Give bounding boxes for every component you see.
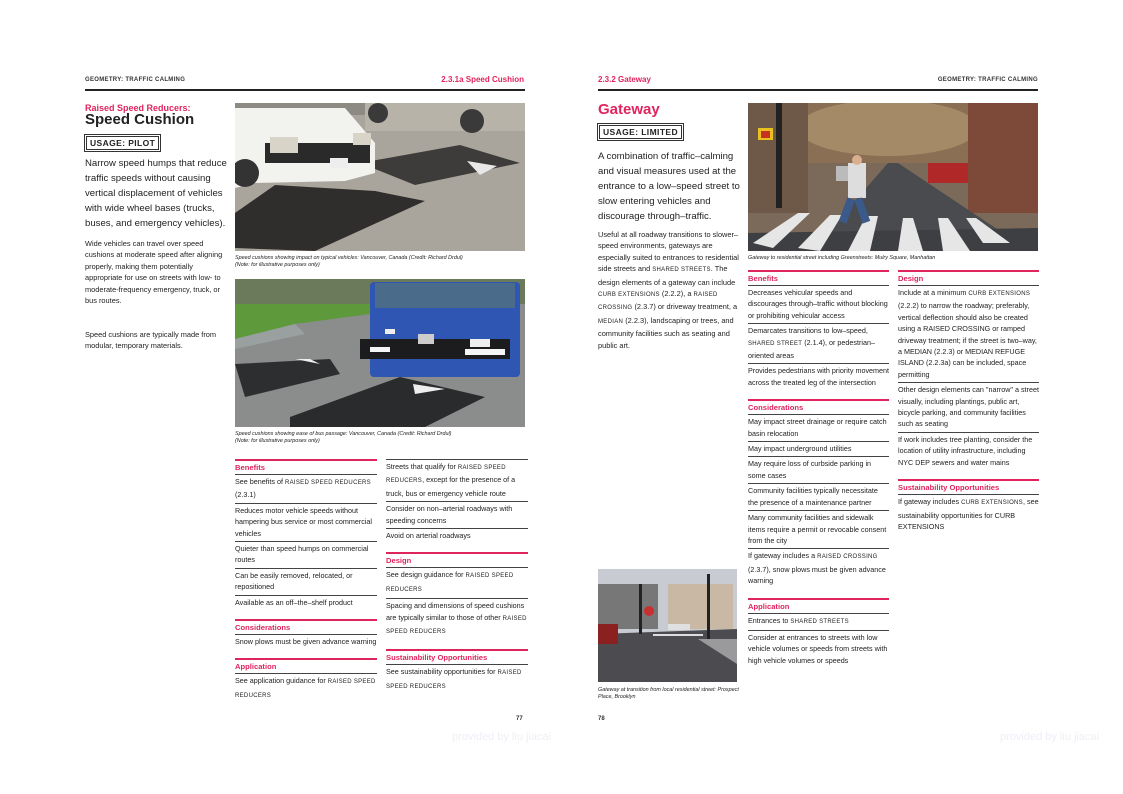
item-text: Consider at entrances to streets with low vehicle volumes or speeds from streets with high vehicle volumes or speeds xyxy=(748,632,888,665)
item-text: Many community facilities and sidewalk items require a permit or revocable consent from the city xyxy=(748,513,887,545)
sustainability-heading: Sustainability Opportunities xyxy=(898,479,1039,494)
caption-note: (Note: for illustrative purposes only) xyxy=(235,262,320,268)
benefits-list xyxy=(235,474,377,610)
item-text: (2.2.2) to narrow the roadway; preferably, vertical deflection should also be created using a RAISED CROSSING or ramped driveway treatment; if the street is two–way, a MEDIAN (2.2.3) or MEDIAN REFUGE ISLAND (2.2.3a) can be included, space permitting xyxy=(898,301,1037,379)
item-reference: RAISED SPEED REDUCERS xyxy=(386,573,514,593)
item-reference: RAISED SPEED REDUCERS xyxy=(386,670,522,690)
left-spec-column-2 xyxy=(386,459,528,695)
caption-note: (Note: for illustrative purposes only) xyxy=(235,438,320,444)
item-text: See sustainability opportunities for xyxy=(386,667,498,677)
design-list xyxy=(386,567,528,640)
watermark: provided by liu jiacai xyxy=(1000,731,1100,743)
list-item xyxy=(748,285,889,323)
kicker: Raised Speed Reducers: xyxy=(85,103,191,113)
item-text: May impact underground utilities xyxy=(748,444,852,454)
item-text: Include at a minimum xyxy=(898,288,969,297)
header-rule xyxy=(598,89,1038,91)
list-item xyxy=(386,501,528,528)
design-list xyxy=(898,285,1039,470)
list-item xyxy=(748,483,889,510)
benefits-list xyxy=(748,285,889,390)
body-text: (2.3.7) or driveway treatment, a xyxy=(632,302,738,312)
list-item xyxy=(748,630,889,668)
right-spec-column-2 xyxy=(898,270,1039,534)
application-list xyxy=(748,613,889,669)
page-title: Gateway xyxy=(598,101,660,118)
photo-gateway-prospect-place xyxy=(598,569,737,682)
page-title: Speed Cushion xyxy=(85,111,195,128)
item-reference: SHARED STREET xyxy=(748,340,803,347)
sustainability-list xyxy=(898,494,1039,534)
item-reference: RAISED SPEED REDUCERS xyxy=(235,679,376,699)
list-item xyxy=(898,494,1039,534)
item-text: (2.3.1) xyxy=(235,490,256,500)
list-item xyxy=(898,285,1039,382)
photo-illustration xyxy=(748,103,1038,251)
design-heading: Design xyxy=(898,270,1039,285)
photo-speed-cushion-bus xyxy=(235,279,525,427)
item-text: (2.3.7), snow plows must be given advance warning xyxy=(748,564,886,586)
list-item xyxy=(386,528,528,543)
photo1-caption: Gateway to residential street including Greenstreets: Mulry Square, Manhattan xyxy=(748,255,936,261)
item-text: Spacing and dimensions of speed cushions are typically similar to those of other xyxy=(386,601,525,622)
list-item xyxy=(386,567,528,598)
item-reference: CURB EXTENSIONS xyxy=(961,500,1023,507)
photo-gateway-mulry-square xyxy=(748,103,1038,251)
item-text: See application guidance for xyxy=(235,676,328,686)
list-item xyxy=(386,664,528,695)
list-item xyxy=(748,613,889,630)
considerations-heading: Considerations xyxy=(748,399,889,414)
item-text: If gateway includes a xyxy=(748,551,818,561)
item-reference: RAISED SPEED REDUCERS xyxy=(386,615,527,636)
item-text: , except for the presence of a truck, bus or emergency vehicle route xyxy=(386,475,516,498)
list-item xyxy=(898,432,1039,470)
sustainability-heading: Sustainability Opportunities xyxy=(386,649,528,664)
list-item xyxy=(235,541,377,568)
list-item xyxy=(235,673,377,704)
item-text: If work includes tree planting, consider the location of utility infrastructure, including NYC DEP sewers and water mains xyxy=(898,434,1033,467)
item-text: , see sustainability opportunities for CURB EXTENSIONS xyxy=(898,497,1039,531)
list-item xyxy=(748,548,889,588)
running-header: GEOMETRY: TRAFFIC CALMING xyxy=(85,77,186,83)
left-spec-column-1 xyxy=(235,459,377,704)
list-item xyxy=(748,441,889,456)
item-text: Snow plows must be given advance warning xyxy=(235,637,377,647)
photo-speed-cushion-car xyxy=(235,103,525,251)
list-item xyxy=(235,503,377,541)
section-label: 2.3.2 Gateway xyxy=(598,75,651,84)
item-text: If gateway includes xyxy=(898,497,962,507)
body-reference: MEDIAN xyxy=(598,318,624,325)
application-heading: Application xyxy=(235,658,377,673)
list-item xyxy=(748,510,889,548)
item-reference: RAISED SPEED REDUCERS xyxy=(284,480,371,486)
item-text: (2.1.4), or pedestrian–oriented areas xyxy=(748,337,875,361)
item-text: May require loss of curbside parking in some cases xyxy=(748,459,872,480)
item-text: See benefits of xyxy=(235,477,285,486)
item-text: Entrances to xyxy=(748,615,791,625)
caption-text: Speed cushions showing ease of bus passage: Vancouver, Canada (Credit: Richard Drdul) xyxy=(235,431,452,437)
item-text: Provides pedestrians with priority movement across the treated leg of the intersection xyxy=(748,366,890,387)
photo-illustration xyxy=(235,279,525,427)
item-text: Consider on non–arterial roadways with speeding concerns xyxy=(386,504,513,525)
sustainability-list xyxy=(386,664,528,695)
photo-illustration xyxy=(235,103,525,251)
item-reference: CURB EXTENSIONS xyxy=(968,291,1031,297)
body-paragraph-2: Speed cushions are typically made from modular, temporary materials. xyxy=(85,330,217,351)
item-text: May impact street drainage or require catch basin relocation xyxy=(748,417,887,438)
application-heading: Application xyxy=(748,598,889,613)
item-text: Decreases vehicular speeds and discourages through–traffic without blocking or prohibiting vehicular access xyxy=(748,288,888,320)
list-item xyxy=(235,474,377,503)
considerations-list xyxy=(748,414,889,588)
body-text: Useful at all roadway transitions to slower–speed environments, gateways are especially suited to entrances to residential side streets and xyxy=(598,230,739,274)
body-text: (2.2.2), a xyxy=(659,289,694,299)
body-paragraph-1: Wide vehicles can travel over speed cushions at moderate speed after aligning properly, making them potentially appropriate for use on streets with low- to moderate-frequency emergency, truck, or bus routes. xyxy=(85,239,223,306)
list-item xyxy=(235,568,377,595)
body-reference: CURB EXTENSIONS xyxy=(598,292,660,299)
watermark: provided by liu jiacai xyxy=(452,731,552,743)
caption-text: Speed cushions showing impact on typical vehicles: Vancouver, Canada (Credit: Richard Drdul) xyxy=(235,255,463,261)
considerations-list xyxy=(235,634,377,649)
photo1-caption xyxy=(235,255,530,269)
page-number: 77 xyxy=(516,716,523,722)
body-text: . The design elements of a gateway can include xyxy=(598,264,736,287)
item-text: Quieter than speed humps on commercial routes xyxy=(235,544,369,565)
usage-badge: USAGE: PILOT xyxy=(86,136,159,150)
item-reference: RAISED CROSSING xyxy=(817,554,878,561)
item-text: Community facilities typically necessitate the presence of a maintenance partner xyxy=(748,486,878,507)
benefits-heading: Benefits xyxy=(748,270,889,285)
list-item xyxy=(748,414,889,441)
body-paragraph xyxy=(598,229,740,351)
header-rule xyxy=(85,89,525,91)
list-item xyxy=(235,634,377,649)
photo-illustration xyxy=(598,569,737,682)
application-list xyxy=(235,673,377,704)
item-text: Reduces motor vehicle speeds without hampering bus service or most commercial vehicles xyxy=(235,505,373,538)
list-item xyxy=(386,459,528,501)
right-spec-column-1 xyxy=(748,270,889,668)
photo2-caption xyxy=(235,431,530,445)
list-item xyxy=(748,323,889,363)
item-text: Available as an off–the–shelf product xyxy=(235,597,353,607)
item-text: Can be easily removed, relocated, or repositioned xyxy=(235,570,353,592)
list-item xyxy=(235,595,377,610)
list-item xyxy=(898,382,1039,432)
item-reference: RAISED SPEED REDUCERS xyxy=(386,465,506,485)
item-text: Other design elements can "narrow" a street visually, including plantings, public art, bicycle parking, and community facilities such as seating xyxy=(898,385,1039,429)
lead-paragraph: Narrow speed humps that reduce traffic speeds without causing vertical displacement of vehicles with wide wheel bases (trucks, buses, and emergency vehicles). xyxy=(85,158,227,229)
item-text: Streets that qualify for xyxy=(386,462,458,471)
lead-paragraph: A combination of traffic–calming and visual measures used at the entrance to a low–speed street to slow entering vehicles and discourage through–traffic. xyxy=(598,151,740,222)
item-reference: SHARED STREETS xyxy=(790,618,849,625)
item-text: See design guidance for xyxy=(386,570,466,580)
usage-badge: USAGE: LIMITED xyxy=(599,125,682,139)
body-reference: RAISED CROSSING xyxy=(598,292,718,312)
application-list-continued xyxy=(386,459,528,543)
page-number: 78 xyxy=(598,716,605,722)
item-text: Demarcates transitions to low–speed, xyxy=(748,326,868,336)
body-reference: SHARED STREETS xyxy=(652,267,711,274)
list-item xyxy=(748,363,889,390)
running-header: GEOMETRY: TRAFFIC CALMING xyxy=(937,77,1038,83)
body-text: (2.2.3), landscaping or trees, and community facilities such as seating and public art. xyxy=(598,315,734,350)
design-heading: Design xyxy=(386,552,528,567)
list-item xyxy=(386,598,528,640)
section-label: 2.3.1a Speed Cushion xyxy=(441,75,524,84)
photo2-caption: Gateway at transition from local residential street: Prospect Place, Brooklyn xyxy=(598,687,739,700)
considerations-heading: Considerations xyxy=(235,619,377,634)
list-item xyxy=(748,456,889,483)
benefits-heading: Benefits xyxy=(235,459,377,474)
item-text: Avoid on arterial roadways xyxy=(386,531,471,541)
